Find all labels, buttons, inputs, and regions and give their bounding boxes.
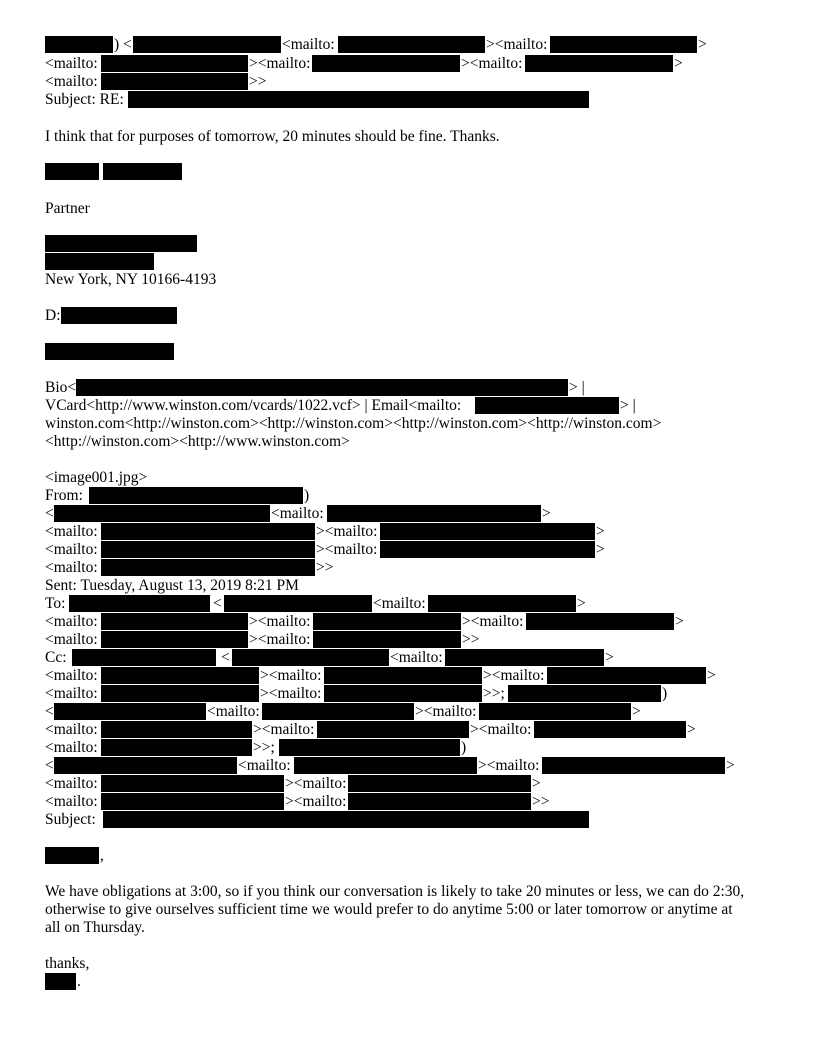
redaction <box>72 649 216 666</box>
header-text: ><mailto: <box>249 55 311 72</box>
subject-label: Subject: RE: <box>45 91 124 108</box>
header-text: ) < <box>114 36 132 53</box>
redaction <box>224 595 372 612</box>
redaction <box>45 253 154 270</box>
redaction <box>525 55 673 72</box>
signoff-period: . <box>77 973 81 990</box>
header-text: > <box>675 613 684 630</box>
image-ref: <image001.jpg> <box>45 469 148 486</box>
header-text: >>; <box>253 739 275 756</box>
reply-body: I think that for purposes of tomorrow, 20 minutes should be fine. Thanks. <box>45 128 500 145</box>
redaction <box>324 667 482 684</box>
header-text: < <box>213 595 222 612</box>
header-text: ><mailto: <box>316 523 378 540</box>
redaction <box>101 523 315 540</box>
header-text: ><mailto: <box>486 36 548 53</box>
redaction <box>101 541 315 558</box>
redaction <box>542 757 725 774</box>
header-text: ><mailto: <box>285 793 347 810</box>
redaction <box>508 685 661 702</box>
header-text: <mailto: <box>45 55 98 72</box>
header-text: <mailto: <box>271 505 324 522</box>
header-text: > <box>698 36 707 53</box>
redaction <box>380 541 595 558</box>
redaction <box>313 631 461 648</box>
links-line: VCard<http://www.winston.com/vcards/1022.vcf> | Email<mailto: <box>45 397 462 414</box>
redaction <box>101 793 284 810</box>
header-text: < <box>45 757 54 774</box>
redaction <box>101 613 248 630</box>
redaction <box>550 36 697 53</box>
redaction <box>101 559 315 576</box>
header-text: ><mailto: <box>483 667 545 684</box>
redaction <box>262 703 414 720</box>
header-text: ><mailto: <box>260 685 322 702</box>
header-text: ><mailto: <box>415 703 477 720</box>
redaction <box>54 505 270 522</box>
header-text: < <box>45 505 54 522</box>
header-text: >> <box>462 631 480 648</box>
header-text: <mailto: <box>373 595 426 612</box>
header-text: < <box>221 649 230 666</box>
redaction <box>45 847 99 864</box>
header-text: ) <box>304 487 310 504</box>
header-text: <mailto: <box>45 541 98 558</box>
redaction <box>101 55 248 72</box>
header-text: ><mailto: <box>253 721 315 738</box>
header-text: <mailto: <box>45 523 98 540</box>
redaction <box>101 73 248 90</box>
redaction <box>101 631 248 648</box>
header-text: ) <box>461 739 467 756</box>
redaction <box>475 397 619 414</box>
redaction <box>133 36 281 53</box>
subject-label: Subject: <box>45 811 96 828</box>
redaction <box>45 235 197 252</box>
header-text: <mailto: <box>45 739 98 756</box>
header-text: <mailto: <box>45 667 98 684</box>
redaction <box>547 667 706 684</box>
header-text: ><mailto: <box>249 613 311 630</box>
header-text: <mailto: <box>45 775 98 792</box>
header-text: > <box>687 721 696 738</box>
header-text: <mailto: <box>45 73 98 90</box>
header-text: >> <box>316 559 334 576</box>
redaction <box>338 36 485 53</box>
sent-line: Sent: Tuesday, August 13, 2019 8:21 PM <box>45 577 299 594</box>
redaction <box>279 739 460 756</box>
redaction <box>101 721 252 738</box>
header-text: >>; <box>483 685 505 702</box>
body-line: We have obligations at 3:00, so if you think our conversation is likely to take 20 minutes or less, we can do 2:30, <box>45 883 745 900</box>
redaction <box>324 685 482 702</box>
body-line: otherwise to give ourselves sufficient time we would prefer to do anytime 5:00 or later tomorrow or anytime at <box>45 901 733 918</box>
header-text: <mailto: <box>45 685 98 702</box>
redaction <box>61 307 177 324</box>
direct-label: D: <box>45 307 61 324</box>
redaction <box>69 595 210 612</box>
redaction <box>45 343 174 360</box>
redaction <box>526 613 674 630</box>
redaction <box>89 487 303 504</box>
header-text: > <box>632 703 641 720</box>
redaction <box>76 379 568 396</box>
header-text: <mailto: <box>45 631 98 648</box>
header-text: ><mailto: <box>260 667 322 684</box>
body-line: all on Thursday. <box>45 919 145 936</box>
redaction <box>534 721 686 738</box>
web-line: winston.com<http://winston.com><http://winston.com><http://winston.com><http://winston.com> <box>45 415 662 432</box>
header-text: <mailto: <box>45 793 98 810</box>
header-text: > <box>726 757 735 774</box>
redaction <box>45 36 113 53</box>
redaction <box>348 793 531 810</box>
redaction <box>232 649 389 666</box>
closing: thanks, <box>45 955 90 972</box>
redaction <box>45 163 99 180</box>
links-tail: > | <box>620 397 636 414</box>
redaction <box>103 811 589 828</box>
redaction <box>101 667 259 684</box>
header-text: <mailto: <box>390 649 443 666</box>
header-text: > <box>605 649 614 666</box>
header-text: > <box>532 775 541 792</box>
header-text: ><mailto: <box>316 541 378 558</box>
redaction <box>101 775 284 792</box>
greeting-comma: , <box>100 847 104 864</box>
header-text: <mailto: <box>45 613 98 630</box>
redaction <box>380 523 595 540</box>
redaction <box>313 613 461 630</box>
header-text: ><mailto: <box>461 55 523 72</box>
header-text: ) <box>662 685 668 702</box>
header-text: > <box>707 667 716 684</box>
signature-city: New York, NY 10166-4193 <box>45 271 217 288</box>
header-text: >> <box>249 73 267 90</box>
header-text: <mailto: <box>45 721 98 738</box>
redaction <box>54 703 206 720</box>
redaction <box>45 973 76 990</box>
redaction <box>312 55 460 72</box>
header-text: ><mailto: <box>285 775 347 792</box>
redaction <box>54 757 237 774</box>
bio-label: Bio< <box>45 379 77 396</box>
header-text: > <box>674 55 683 72</box>
header-text: ><mailto: <box>478 757 540 774</box>
header-text: ><mailto: <box>249 631 311 648</box>
redaction <box>317 721 469 738</box>
redaction <box>101 739 252 756</box>
redaction <box>101 685 259 702</box>
header-text: >> <box>532 793 550 810</box>
redaction <box>294 757 477 774</box>
from-label: From: <box>45 487 83 504</box>
header-text: ><mailto: <box>470 721 532 738</box>
redaction <box>327 505 541 522</box>
header-text: <mailto: <box>238 757 291 774</box>
redaction <box>128 91 589 108</box>
header-text: > <box>596 523 605 540</box>
header-text: > <box>577 595 586 612</box>
redaction <box>479 703 631 720</box>
header-text: <mailto: <box>282 36 335 53</box>
redaction <box>428 595 576 612</box>
redaction <box>103 163 182 180</box>
header-text: > <box>596 541 605 558</box>
redaction <box>445 649 604 666</box>
header-text: < <box>45 703 54 720</box>
header-text: <mailto: <box>45 559 98 576</box>
bio-tail: > | <box>569 379 585 396</box>
to-label: To: <box>45 595 66 612</box>
web-line: <http://winston.com><http://www.winston.com> <box>45 433 350 450</box>
signature-title: Partner <box>45 200 90 217</box>
cc-label: Cc: <box>45 649 67 666</box>
header-text: > <box>542 505 551 522</box>
header-text: <mailto: <box>207 703 260 720</box>
redaction <box>348 775 531 792</box>
header-text: ><mailto: <box>462 613 524 630</box>
